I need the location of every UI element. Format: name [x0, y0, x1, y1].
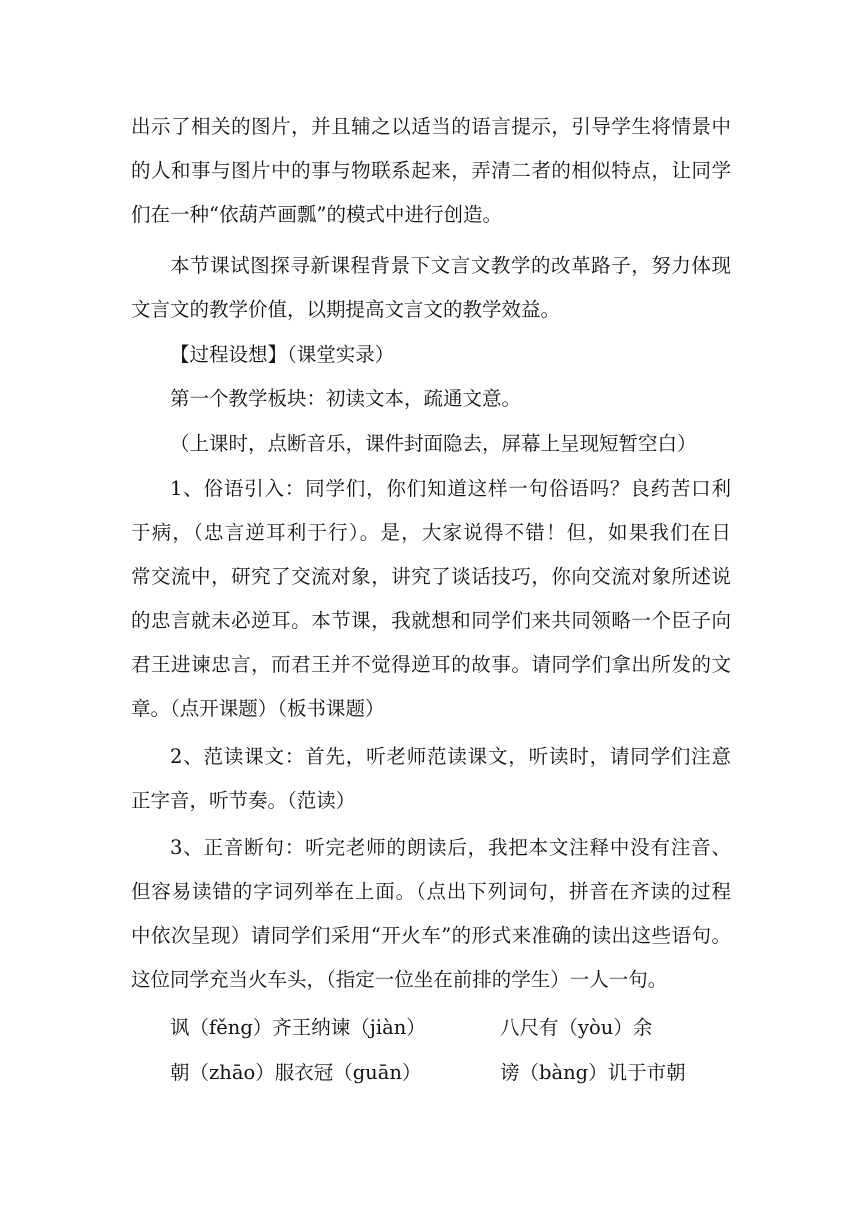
- section-heading: 【过程设想】（课堂实录）: [170, 343, 395, 366]
- stage-direction: （上课时，点断音乐，课件封面隐去，屏幕上呈现短暂空白）: [170, 432, 697, 455]
- text-line: 出示了相关的图片，并且辅之以适当的语言提示，引导学生将情景中: [131, 115, 731, 138]
- text-line: 章。（点开课题）（板书课题）: [131, 697, 385, 720]
- text-line: 正字音，听节奏。（范读）: [131, 789, 356, 812]
- vocab-item: 朝（zhāo）服衣冠（guān）: [170, 1061, 422, 1084]
- vocab-item: 讽（fěng）齐王纳谏（jiàn）: [170, 1016, 426, 1039]
- vocab-item: 八尺有（yòu）余: [500, 1016, 653, 1039]
- text-line: 于病，（忠言逆耳利于行）。是，大家说得不错！但，如果我们在日: [131, 521, 731, 544]
- paragraph-first-line: 本节课试图探寻新课程背景下文言文教学的改革路子，努力体现: [170, 254, 731, 277]
- text-line: 这位同学充当火车头，（指定一位坐在前排的学生）一人一句。: [131, 968, 668, 991]
- text-line: 的忠言就未必逆耳。本节课，我就想和同学们来共同领略一个臣子向: [131, 609, 731, 632]
- text-line: 的人和事与图片中的事与物联系起来，弄清二者的相似特点，让同学: [131, 159, 731, 182]
- text-line: 君王进谏忠言，而君王并不觉得逆耳的故事。请同学们拿出所发的文: [131, 653, 731, 676]
- text-line: 常交流中，研究了交流对象，讲究了谈话技巧，你向交流对象所述说: [131, 565, 731, 588]
- text-line: 但容易读错的字词列举在上面。（点出下列词句，拼音在齐读的过程: [131, 880, 731, 903]
- vocab-item: 谤（bàng）讥于市朝: [500, 1061, 686, 1084]
- paragraph-first-line: 1、俗语引入：同学们，你们知道这样一句俗语吗？良药苦口利: [170, 477, 731, 500]
- text-line: 中依次呈现）请同学们采用“开火车”的形式来准确的读出这些语句。: [131, 924, 731, 947]
- section-subheading: 第一个教学板块：初读文本，疏通文意。: [170, 387, 522, 410]
- paragraph-first-line: 2、范读课文：首先，听老师范读课文，听读时，请同学们注意: [170, 745, 731, 768]
- paragraph-first-line: 3、正音断句：听完老师的朗读后，我把本文注释中没有注音、: [170, 836, 731, 859]
- text-line: 文言文的教学价值，以期提高文言文的教学效益。: [131, 298, 561, 321]
- text-line: 们在一种“依葫芦画瓢”的模式中进行创造。: [131, 203, 502, 226]
